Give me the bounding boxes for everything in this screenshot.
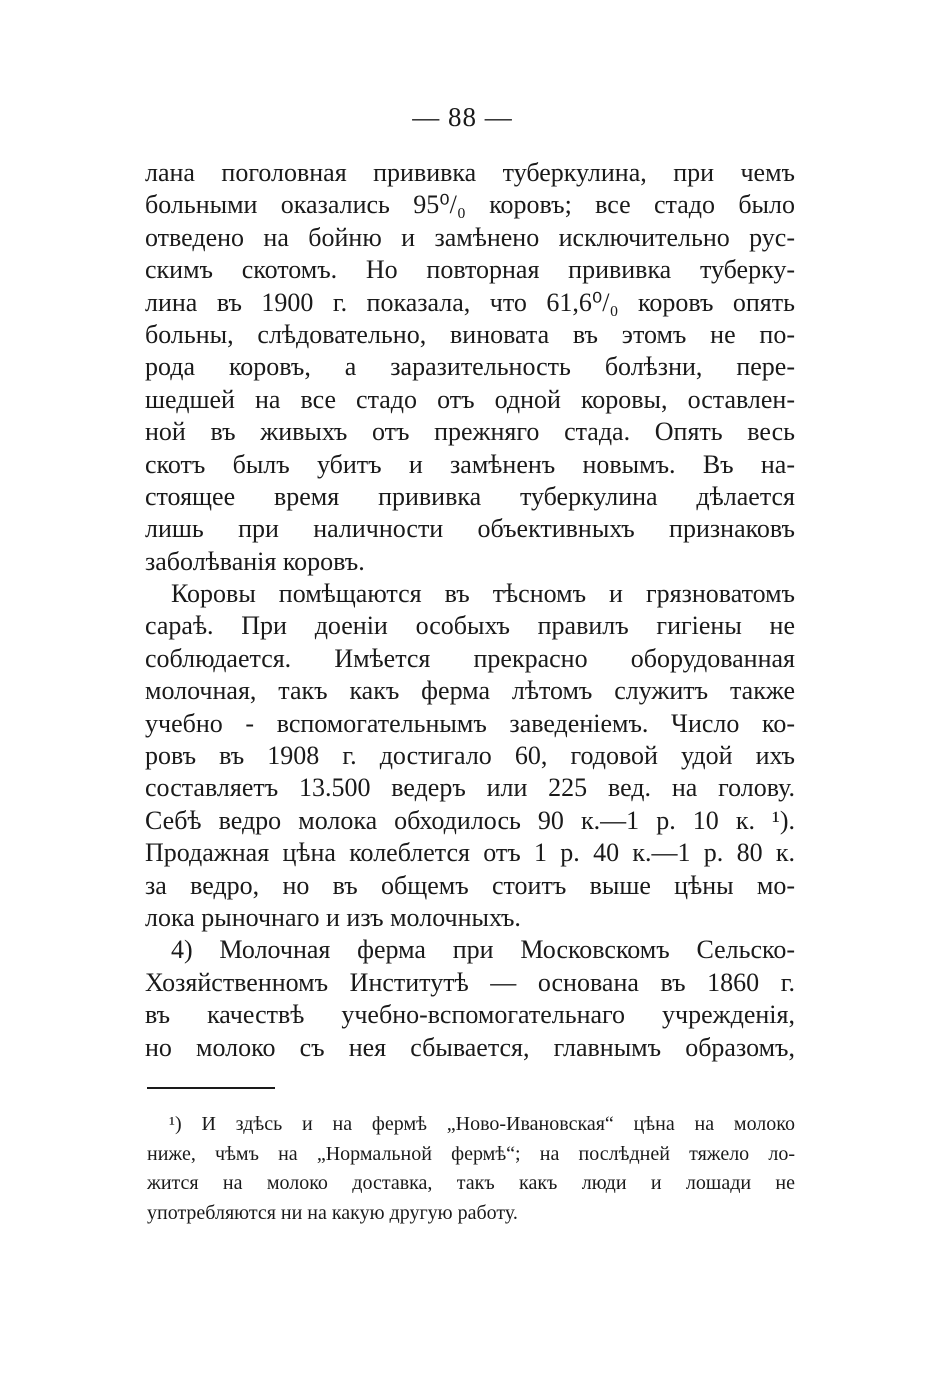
footnote-line: ¹) И здѣсь и на фермѣ „Ново-Ивановская“ цѣна на молоко: [169, 1113, 795, 1135]
body-text: [145, 157, 795, 1064]
text-line: въ качествѣ учебно-вспомогательнаго учрежденія,: [145, 1000, 795, 1030]
text-line: скотъ былъ убитъ и замѣненъ новымъ. Въ на-: [145, 449, 795, 479]
text-line: скимъ скотомъ. Но повторная прививка туберку-: [145, 255, 795, 285]
footnote-line: ниже, чѣмъ на „Нормальной фермѣ“; на послѣдней тяжело ло-: [147, 1142, 795, 1165]
text-line: ной въ живыхъ отъ прежняго стада. Опять весь: [145, 417, 795, 447]
text-line: больны, слѣдовательно, виновата въ этомъ не по-: [145, 319, 795, 349]
text-line: ровъ въ 1908 г. достигало 60, годовой удой ихъ: [145, 741, 795, 771]
text-line: Себѣ ведро молока обходилось 90 к.—1 р. 10 к. ¹).: [145, 805, 795, 835]
text-line: лина въ 1900 г. показала, что 61,6⁰/₀ коровъ опять: [145, 287, 795, 317]
text-line: рода коровъ, а заразительность болѣзни, пере-: [145, 352, 795, 382]
text-line: лишь при наличности объективныхъ признаковъ: [145, 514, 795, 544]
text-line: Коровы помѣщаются въ тѣсномъ и грязноватомъ: [171, 579, 795, 609]
text-line: Продажная цѣна колеблется отъ 1 р. 40 к.—1 р. 80 к.: [145, 838, 795, 868]
text-line: лана поголовная прививка туберкулина, при чемъ: [145, 158, 795, 187]
text-line: больными оказались 95⁰/₀ коровъ; все стадо было: [145, 190, 795, 220]
text-line: стоящее время прививка туберкулина дѣлается: [145, 481, 795, 511]
text-line: лока рыночнаго и изъ молочныхъ.: [145, 902, 521, 932]
text-line: Хозяйственномъ Институтѣ — основана въ 1860 г.: [145, 967, 795, 997]
footnote-line: употребляются ни на какую другую работу.: [147, 1201, 518, 1224]
footnote-divider: [147, 1087, 275, 1089]
text-line: отведено на бойню и замѣнено исключительно рус-: [145, 222, 795, 252]
text-line: заболѣванія коровъ.: [145, 546, 365, 576]
footnote: [147, 1110, 795, 1228]
page-number: — 88 —: [412, 102, 513, 132]
text-line: молочная, такъ какъ ферма лѣтомъ служитъ также: [145, 676, 795, 706]
text-line: но молоко съ нея сбывается, главнымъ образомъ,: [145, 1032, 795, 1062]
text-line: шедшей на все стадо отъ одной коровы, оставлен-: [145, 384, 795, 414]
text-line: соблюдается. Имѣется прекрасно оборудованная: [145, 643, 795, 673]
footnote-line: жится на молоко доставка, такъ какъ люди и лошади не: [147, 1172, 795, 1194]
text-line: за ведро, но въ общемъ стоитъ выше цѣны мо-: [145, 870, 795, 900]
text-line: сараѣ. При доеніи особыхъ правилъ гигіены не: [145, 611, 795, 641]
text-line: учебно - вспомогательнымъ заведеніемъ. Число ко-: [145, 708, 795, 738]
text-line: 4) Молочная ферма при Московскомъ Сельско-: [171, 935, 795, 965]
text-line: составляетъ 13.500 ведеръ или 225 вед. на голову.: [145, 773, 795, 803]
